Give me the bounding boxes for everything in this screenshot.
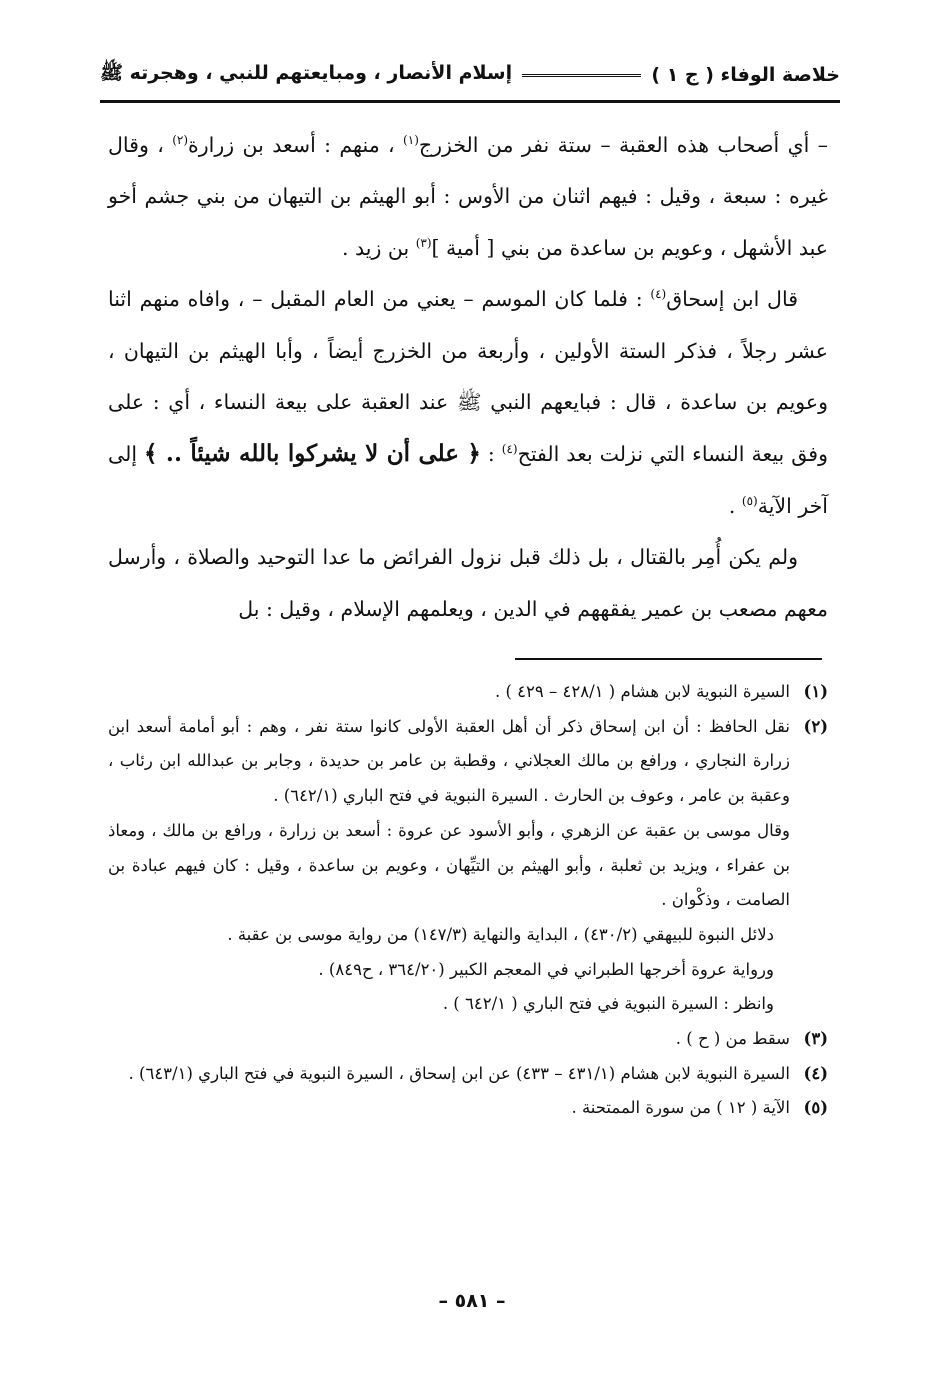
footnote-text: وقال موسى بن عقبة عن الزهري ، وأبو الأسود عن عروة : أسعد بن زرارة ، ورافع بن مالك ، ومعاذ بن عفراء ، ويزيد بن ثعلبة ، وأبو الهيثم بن التيِّهان ، وعويم بن ساعدة ، وقيل : كان فيهم عبادة بن الصامت ، وذكْوان . xyxy=(108,820,790,910)
footnote xyxy=(108,1022,828,1057)
footnote-reference: (٣) xyxy=(415,235,432,250)
footnote-separator xyxy=(515,658,822,660)
footnote-number: (٣) xyxy=(803,1029,828,1049)
footnote xyxy=(108,710,828,1022)
body-paragraph xyxy=(108,532,828,635)
text-run: ولم يكن أُمِر بالقتال ، بل ذلك قبل نزول الفرائض ما عدا التوحيد والصلاة ، وأرسل معهم مصعب بن عمير يفقههم في الدين ، ويعلمهم الإسلام ، وقيل : بل xyxy=(108,545,828,621)
header-chapter-title: إسلام الأنصار ، ومبايعتهم للنبي ، وهجرته ﷺ xyxy=(100,62,513,84)
footnote-reference: (٢) xyxy=(172,133,189,148)
footnote-text: سقط من ( ح ) . xyxy=(675,1029,790,1049)
text-run: . xyxy=(728,493,742,518)
footnote-reference: (١) xyxy=(403,133,419,148)
footnote-text: ورواية عروة أخرجها الطبراني في المعجم الكبير (٣٦٤/٢٠ ، ح٨٤٩) . xyxy=(318,959,774,979)
footnote-number: (٤) xyxy=(803,1063,828,1083)
text-run: قال ابن إسحاق xyxy=(666,287,798,312)
body-paragraph xyxy=(108,120,828,274)
footnote-body xyxy=(108,1057,790,1092)
quran-quote: ﴿ على أن لا يشركوا بالله شيئاً .. ﴾ xyxy=(144,440,481,468)
footnote-text: دلائل النبوة للبيهقي (٤٣٠/٢) ، البداية والنهاية (١٤٧/٣) من رواية موسى بن عقبة . xyxy=(227,924,774,944)
text-run: إلى آخر الآية xyxy=(108,442,828,518)
footnote xyxy=(108,1091,828,1126)
body-paragraph xyxy=(108,274,828,532)
footnote-text: السيرة النبوية لابن هشام (٤٣١/١ – ٤٣٣) عن ابن إسحاق ، السيرة النبوية في فتح الباري (٦٤٣/١) . xyxy=(128,1063,790,1083)
page-number: – ٥٨١ – xyxy=(438,1290,506,1312)
footnote xyxy=(108,675,828,710)
footnote-body xyxy=(108,675,790,710)
text-run: ، منهم : أسعد بن زرارة xyxy=(188,133,404,157)
footnote-text: السيرة النبوية لابن هشام ( ٤٢٨/١ – ٤٢٩ ) . xyxy=(494,682,790,701)
footnote xyxy=(108,1057,828,1092)
text-run: : فلما كان الموسم – يعني من العام المقبل – ، وافاه منهم اثنا عشر رجلاً ، فذكر الستة الأولين ، وأربعة من الخزرج أيضاً ، وأبا الهيثم بن التيهان ، وعويم بن ساعدة ، قال : فبايعهم النبي ﷺ عند العقبة على بيعة النساء ، أي : على وفق بيعة النساء التي نزلت بعد الفتح xyxy=(108,287,828,467)
header-underline xyxy=(100,100,840,103)
header-volume-title: خلاصة الوفاء ( ج ١ ) xyxy=(651,64,840,86)
text-run: – أي أصحاب هذه العقبة – ستة نفر من الخزرج xyxy=(418,133,828,157)
running-header xyxy=(100,52,840,98)
footnote-reference: (٥) xyxy=(741,494,758,509)
footnote-reference: (٤) xyxy=(501,442,518,457)
footnote-number: (١) xyxy=(803,682,828,701)
text-run: ، وقال غيره : سبعة ، وقيل : فيهم اثنان من الأوس : أبو الهيثم بن التيهان من بني جشم أخو عبد الأشهل ، وعويم بن ساعدة من بني [ أمية ] xyxy=(108,133,828,260)
footnote-body xyxy=(108,1022,790,1057)
footnote-body xyxy=(108,710,790,1022)
footnote-text: نقل الحافظ : أن ابن إسحاق ذكر أن أهل العقبة الأولى كانوا ستة نفر ، وهم : أبو أمامة أسعد ابن زرارة النجاري ، ورافع بن مالك العجلاني ، وقطبة بن عامر بن حديدة ، وجابر بن عبدالله ابن رئاب ، وعقبة بن عامر ، وعوف بن الحارث . السيرة النبوية في فتح الباري (٦٤٢/١) . xyxy=(108,716,790,806)
footnote-number: (٥) xyxy=(803,1098,828,1118)
text-run: : xyxy=(480,442,502,467)
main-text xyxy=(108,120,828,635)
footnotes-list xyxy=(108,675,828,1126)
footnote-reference: (٤) xyxy=(650,287,667,302)
text-run: بن زيد . xyxy=(341,235,416,260)
footnote-text: الآية ( ١٢ ) من سورة الممتحنة . xyxy=(571,1098,790,1118)
footnote-text: وانظر : السيرة النبوية في فتح الباري ( ٦٤٢/١ ) . xyxy=(442,994,774,1014)
header-separator-rule xyxy=(522,74,641,77)
footnote-number: (٢) xyxy=(803,716,828,736)
footnote-body xyxy=(108,1091,790,1126)
